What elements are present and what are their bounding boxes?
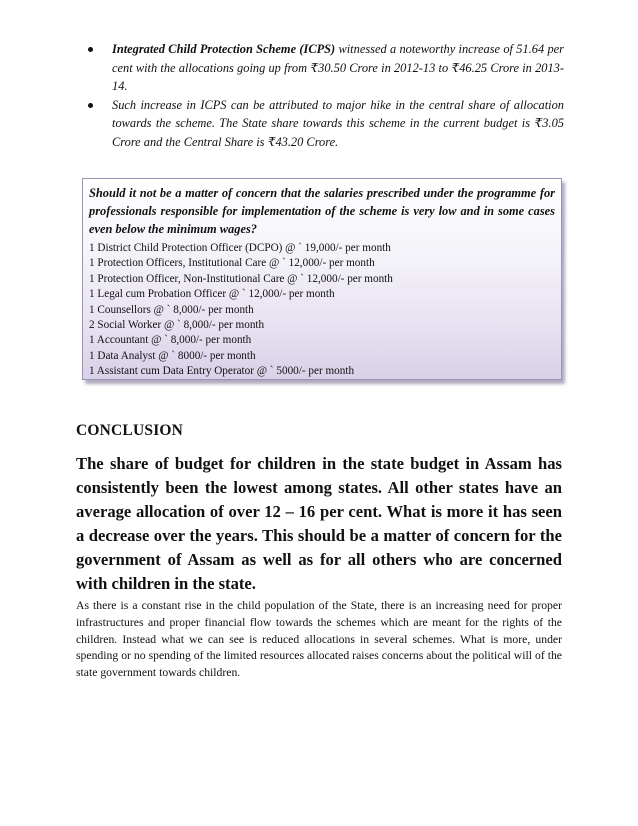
bullet-item: [86, 40, 564, 96]
conclusion-lead-paragraph: The share of budget for children in the state budget in Assam has consistently been the lowest among states. All other states have an average allocation of over 12 – 16 per cent. What is more it has seen a decrease over the years. This should be a matter of concern for the government of Assam as well as for all others who are concerned with children in the state.: [76, 454, 562, 593]
callout-question: Should it not be a matter of concern that the salaries prescribed under the programme for professionals responsible for implementation of the scheme is very low and in some cases even below the minimum wages?: [89, 186, 555, 236]
bullet-item: [86, 96, 564, 152]
salary-list-item: 1 Legal cum Probation Officer @ ` 12,000/- per month: [89, 288, 335, 301]
salary-list-item: 1 Data Analyst @ ` 8000/- per month: [89, 349, 256, 362]
salary-list-item: 1 Protection Officers, Institutional Care @ ` 12,000/- per month: [89, 257, 375, 270]
salary-list-item: 1 District Child Protection Officer (DCPO) @ ` 19,000/- per month: [89, 242, 391, 254]
bullet-bold-label: Integrated Child Protection Scheme (ICPS): [112, 42, 336, 56]
conclusion-body-paragraph: As there is a constant rise in the child population of the State, there is an increasing need for proper infrastructures and proper financial flow towards the schemes which are meant for the rights of the children. Instead what we can see is reduced allocations in several schemes. What is more, under spending or no spending of the limited resources allocated raises concerns about the political will of the state government towards children.: [76, 599, 562, 680]
salary-list-item: 1 Protection Officer, Non-Institutional Care @ ` 12,000/- per month: [89, 272, 393, 285]
salary-concern-callout: [82, 178, 562, 380]
salary-list-item: 1 Assistant cum Data Entry Operator @ ` 5000/- per month: [89, 365, 355, 378]
conclusion-heading: CONCLUSION: [76, 422, 184, 439]
salary-list-item: 1 Accountant @ ` 8,000/- per month: [89, 334, 252, 347]
salary-list: [89, 241, 555, 380]
salary-list-item: 2 Social Worker @ ` 8,000/- per month: [89, 319, 265, 332]
bullet-text: Such increase in ICPS can be attributed to major hike in the central share of allocation towards the scheme. The State share towards this scheme in the current budget is ₹3.05 Crore and the Central Share is ₹43.20 Crore.: [112, 97, 564, 149]
bullet-text: witnessed a noteworthy increase of 51.64 per cent with the allocations going up from ₹30.50 Crore in 2012-13 to ₹46.25 Crore in 2013-14.: [112, 42, 564, 93]
salary-list-item: 1 Counsellors @ ` 8,000/- per month: [89, 303, 254, 316]
icps-bullet-list: [86, 40, 564, 151]
